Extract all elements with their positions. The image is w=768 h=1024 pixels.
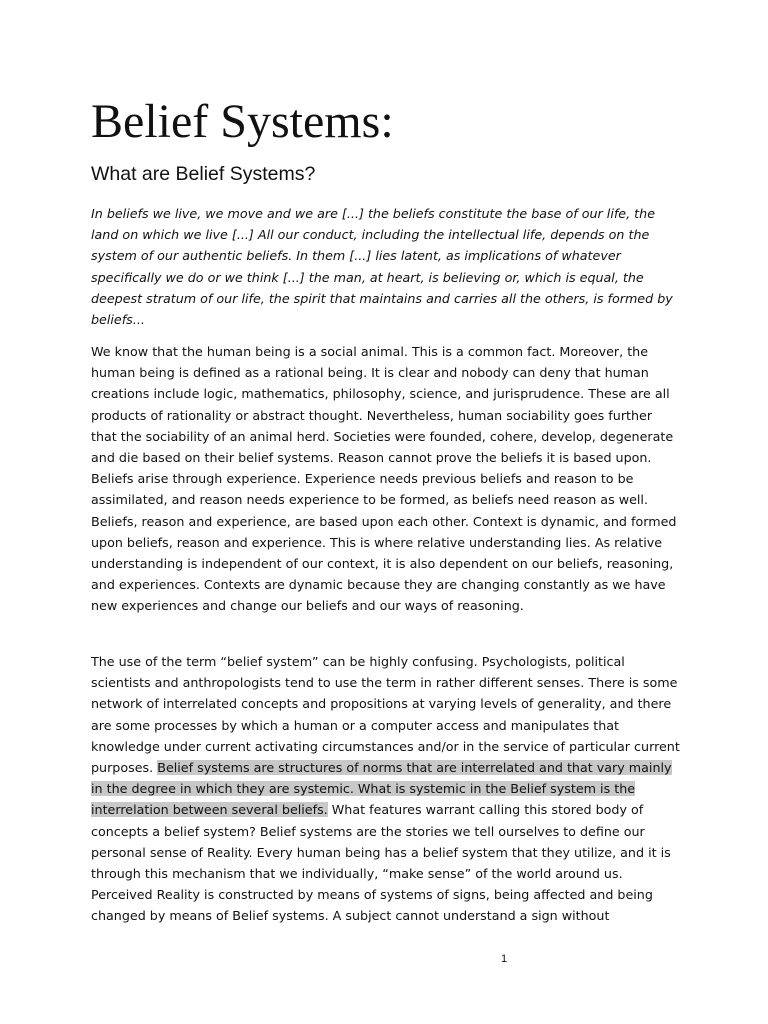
paragraph-2-text-start: The use of the term “belief system” can be highly confusing. Psychologists, political scientists and anthropologists tend to use the term in rather different senses. There is some network of interrelated concepts and propositions at varying levels of generality, and there are some processes by which a human or a computer access and manipulates that knowledge under current activating circumstances and/or in the service of particular current purposes.: [91, 654, 680, 776]
document-title: Belief Systems:: [91, 95, 394, 148]
body-paragraph-1: We know that the human being is a social animal. This is a common fact. Moreover, the human being is defined as a rational being. It is clear and nobody can deny that human creations include logic, mathematics, philosophy, science, and jurisprudence. These are all products of rationality or abstract thought. Nevertheless, human sociability goes further that the sociability of an animal herd. Societies were founded, cohere, develop, degenerate and die based on their belief systems. Reason cannot prove the beliefs it is based upon. Beliefs arise through experience. Experience needs previous beliefs and reason to be assimilated, and reason needs experience to be formed, as beliefs need reason as well. Beliefs, reason and experience, are based upon each other. Context is dynamic, and formed upon beliefs, reason and experience. This is where relative understanding lies. As relative understanding is independent of our context, it is also dependent on our beliefs, reasoning, and experiences. Contexts are dynamic because they are changing constantly as we have new experiences and change our beliefs and our ways of reasoning.: [91, 344, 677, 614]
section-heading: What are Belief Systems?: [91, 163, 316, 185]
page-number: 1: [500, 953, 508, 965]
highlighted-text: Belief systems are structures of norms that are interrelated and that vary mainly in the degree in which they are systemic. What is systemic in the Belief system is the interrelation between several beliefs.: [91, 760, 672, 818]
body-paragraph-2: [91, 651, 681, 927]
paragraph-2-text-end: What features warrant calling this stored body of concepts a belief system? Belief systems are the stories we tell ourselves to define our personal sense of Reality. Every human being has a belief system that they utilize, and it is through this mechanism that we individually, “make sense” of the world around us. Perceived Reality is constructed by means of systems of signs, being affected and being changed by means of Belief systems. A subject cannot understand a sign without: [91, 802, 671, 924]
epigraph-quote: In beliefs we live, we move and we are [...] the beliefs constitute the base of our life, the land on which we live [...] All our conduct, including the intellectual life, depends on the system of our authentic beliefs. In them [...] lies latent, as implications of whatever specifically we do or we think [...] the man, at heart, is believing or, which is equal, the deepest stratum of our life, the spirit that maintains and carries all the others, is formed by beliefs...: [91, 206, 673, 328]
